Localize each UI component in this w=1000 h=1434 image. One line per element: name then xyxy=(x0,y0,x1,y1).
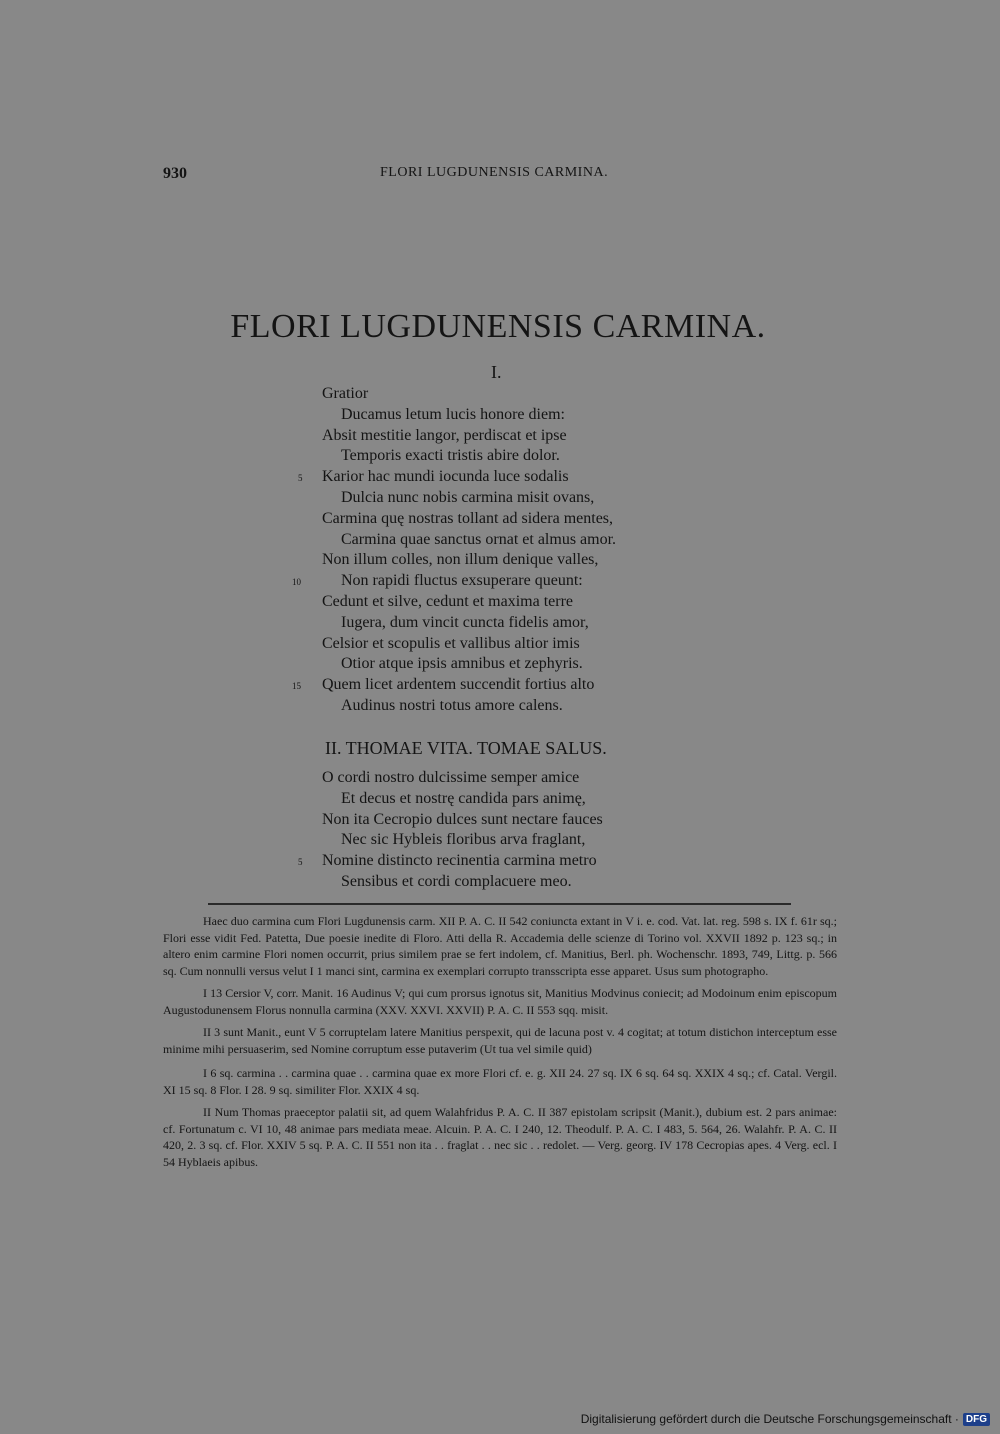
main-title: FLORI LUGDUNENSIS CARMINA. xyxy=(230,308,766,345)
verse-line: Iugera, dum vincit cuncta fidelis amor, xyxy=(341,613,589,631)
verse-line: Ducamus letum lucis honore diem: xyxy=(341,405,565,423)
dfg-logo: DFG xyxy=(963,1413,990,1426)
footnote-paragraph: II Num Thomas praeceptor palatii sit, ad quem Walahfridus P. A. C. II 387 epistolam scripsit (Manit.), dubium est. 2 pars animae: cf. Fortunatum c. VI 10, 48 animae pars mediata meae. Alcuin. P. A. C. I 240, 12. Theodulf. P. A. C. I 483, 5. 564, 26. Walahfr. P. A. C. II 420, 2. 3 sq. cf. Flor. XXIV 5 sq. P. A. C. II 551 non ita . . fraglat . . nec sic . . redolet. — Verg. georg. IV 178 Cecropias apes. 4 Verg. ecl. I 54 Hyblaeis apibus. xyxy=(163,1105,837,1169)
line-number: 5 xyxy=(298,857,303,868)
poem-1-title: I. xyxy=(491,362,502,382)
line-number: 5 xyxy=(298,473,303,484)
verse-line: Audinus nostri totus amore calens. xyxy=(341,697,563,714)
line-number: 10 xyxy=(292,577,301,588)
verse-line: Et decus et nostrę candida pars animę, xyxy=(341,789,586,807)
verse-line: Nomine distincto recinentia carmina metro xyxy=(322,852,597,870)
footnote-paragraph: Haec duo carmina cum Flori Lugdunensis carm. XII P. A. C. II 542 coniuncta extant in V i. e. cod. Vat. lat. reg. 598 s. IX f. 61r sq.; Flori esse vidit Fed. Patetta, Due poesie inedite di Floro. Atti della R. Accademia delle scienze di Torino vol. XXVII 1892 p. 123 sq.; in altero enim carmine Flori nomen occurrit, prius similem prae se fert indolem, cf. Manitius, Berl. ph. Wochenschr. 1893, 749, Littg. p. 566 sq. Cum nonnulli versus velut I 1 manci sint, carmina ex exemplari corrupto transscripta esse apparet. Usus sum photographo. xyxy=(163,914,837,978)
page-header xyxy=(163,165,618,187)
footnote-paragraph: I 13 Cersior V, corr. Manit. 16 Audinus V; qui cum prorsus ignotus sit, Manitius Modvinus coniecit; ad Modoinum enim episcopum Augustodunensem Florus nonnulla carmina (XXV. XXVI. XXVII) P. A. C. II 553 sqq. misit. xyxy=(163,986,837,1017)
footnote-paragraph: I 6 sq. carmina . . carmina quae . . carmina quae ex more Flori cf. e. g. XII 24. 27 sq. IX 6 sq. 64 sq. XXIX 4 sq.; cf. Catal. Vergil. XI 15 sq. 8 Flor. I 28. 9 sq. similiter Flor. XXIX 4 sq. xyxy=(163,1066,837,1097)
dfg-footer-text: Digitalisierung gefördert durch die Deutsche Forschungsgemeinschaft · xyxy=(580,1412,959,1426)
running-title: FLORI LUGDUNENSIS CARMINA. xyxy=(380,165,609,180)
verse-line: Quem licet ardentem succendit fortius alto xyxy=(322,676,595,694)
verse-line: Carmina quę nostras tollant ad sidera mentes, xyxy=(322,509,614,527)
verse-line: Absit mestitie langor, perdiscat et ipse xyxy=(322,426,567,444)
line-number: 15 xyxy=(292,681,301,692)
poem-2-title: II. THOMAE VITA. TOMAE SALUS. xyxy=(325,738,607,758)
footnote-paragraph: II 3 sunt Manit., eunt V 5 corruptelam latere Manitius perspexit, qui de lacuna post v. 4 cogitat; at totum distichon interceptum esse minime mihi persuaserim, sed Nomine corruptum esse putaverim (Ut tua vel simile quid) xyxy=(163,1025,837,1056)
verse-line: Otior atque ipsis amnibus et zephyris. xyxy=(341,655,583,673)
verse-line: Karior hac mundi iocunda luce sodalis xyxy=(322,468,569,486)
verse-line: Dulcia nunc nobis carmina misit ovans, xyxy=(341,489,595,506)
verse-line: Sensibus et cordi complacuere meo. xyxy=(341,873,572,890)
verse-line: Nec sic Hybleis floribus arva fraglant, xyxy=(341,831,586,849)
verse-line: Carmina quae sanctus ornat et almus amor. xyxy=(341,530,617,548)
footnote-divider xyxy=(208,903,791,905)
footnotes xyxy=(163,913,837,1176)
verse-line: Non rapidi fluctus exsuperare queunt: xyxy=(341,572,583,590)
verse-line: Gratior xyxy=(322,385,369,402)
verse-line: Non ita Cecropio dulces sunt nectare fauces xyxy=(322,810,603,828)
verse-line: O cordi nostro dulcissime semper amice xyxy=(322,769,580,786)
verse-line: Non illum colles, non illum denique valles, xyxy=(322,551,599,569)
dfg-footer xyxy=(581,1412,990,1426)
verse-line: Cedunt et silve, cedunt et maxima terre xyxy=(322,593,574,610)
page-number: 930 xyxy=(163,165,187,182)
verse-line: Temporis exacti tristis abire dolor. xyxy=(341,447,560,465)
verse-line: Celsior et scopulis et vallibus altior imis xyxy=(322,634,580,652)
